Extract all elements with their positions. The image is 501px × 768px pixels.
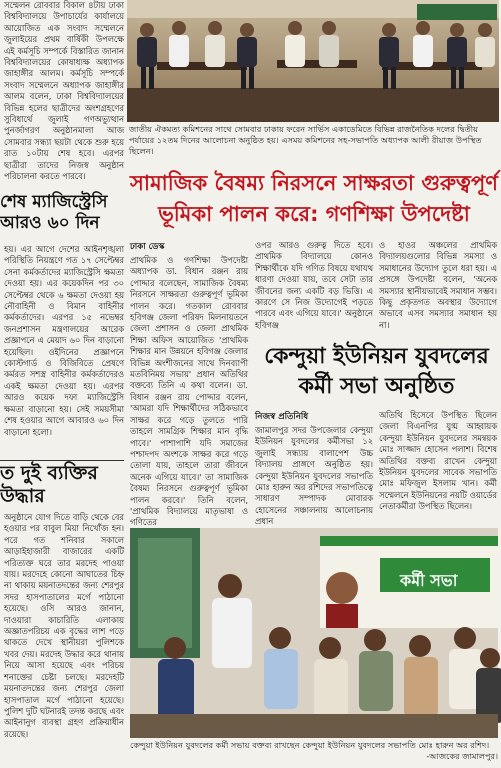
kendua-credit: -আজকের জামালপুর। [426,751,498,761]
left-story-1-text: হয়। এর আগে দেশের আইনশৃঙ্খলা পরিস্থিতি নিয়ন্ত্রণে গত ১৭ সেপ্টেম্বর সেনা কর্মকর্তাদের ম্যাজিস্ট্রেসি ক্ষমতা দেওয়া হয়। এর কয়েকদিন পর ৩০ সেপ্টেম্বর থেকে ৬ ক্ষমতা দেওয়া হয় নৌবাহিনী ও বিমান বাহিনীর কর্মকর্তাদের। এরপর ১৫ নভেম্বর জনপ্রশাসন মন্ত্রণালয়ের আরেক প্রজ্ঞাপনে এ মেয়াদ ৬০ দিন বাড়ানো হয়েছিল। ওইদিনের প্রজ্ঞাপনে কোস্টগার্ড ও বিজিবিতে প্রেষণে কর্মরত সশস্ত্র বাহিনীর কর্মকর্তাদেরও একই ক্ষমতা দেওয়া হয়। এরপর আরও কয়েক দফা ম্যাজিস্ট্রেসি ক্ষমতা বাড়ানো হয়। সেই সময়সীমা শেষ হওয়ার আগে আবারও ৬০ দিন বাড়ানো হলো। [4,244,124,437]
banner-label: কর্মী সভা [400,571,458,590]
top-photo [127,0,499,122]
main-story-byline: ঢাকা ডেস্ক [130,242,165,252]
top-photo-caption-box [129,124,497,158]
kendua-photo [130,528,498,738]
roundtable-meeting-image [127,0,499,122]
main-story-col1-text: প্রাথমিক ও গণশিক্ষা উপদেষ্টা অধ্যাপক ডা. বিধান রঞ্জন রায় পোদ্দার বলেছেন, সামাজিক বৈষম্য নিরসনে সাক্ষরতা গুরুত্বপূর্ণ ভূমিকা পালন করে। গতকাল রোববার হবিগঞ্জ জেলা পরিষদ মিলনায়তনে জেলা প্রশাসন ও জেলা প্রাথমিক শিক্ষা অফিস আয়োজিত 'প্রাথমিক শিক্ষার মান উন্নয়নে হবিগঞ্জ জেলার বিভিন্ন অংশীজনের সাথে দিনব্যাপী মতবিনিময় সভায়' প্রধান অতিথির বক্তব্যে তিনি এ কথা বলেন। ডা. বিধান রঞ্জন রায় পোদ্দার বলেন, 'আমরা যদি শিক্ষার্থীদের সঠিকভাবে সাক্ষর করে গড়ে তুলতে পারি তাহলে সামগ্রিক শিক্ষার মান বৃদ্ধি পাবে।' পাশাপাশি যদি সমাজের পশ্চাদপদ অংশকে সাক্ষর করে গড়ে তোলা যায়, তাহলে তারা জীবনে অনেক এগিয়ে যাবে।' তা সামাজিক বৈষম্য নিরসনে গুরুত্বপূর্ণ ভূমিকা পালন করবে।' তিনি বলেন, 'প্রাথমিক বিদ্যালয়ে মাতৃভাষা ও গণিতের [130,255,248,528]
kendua-story-col2 [379,410,497,522]
kendua-headline-box [255,342,498,406]
kendua-col2-text: অতিথি হিসেবে উপস্থিত ছিলেন জেলা বিএনপির যুগ্ম আহ্বায়ক কেন্দুয়া ইউনিয়ন যুবদলের সমন্বয়ক মোঃ সাজ্জাদ হোসেন পলাশ। বিশেষ অতিথির বক্তব্য রাখেন কেন্দুয়া ইউনিয়ন যুবদলের সাবেক সভাপতি মোঃ মফিজুল ইসলাম খান। কর্মী সম্মেলনে ইউনিয়নের নয়টি ওয়ার্ডের নেতাকর্মীরা উপস্থিত ছিলেন। [379,410,497,512]
main-story-col2-text: ওপর আরও গুরুত্ব দিতে হবে। প্রাথমিক বিদ্যালয়ে কোনও শিক্ষার্থীকে যদি গণিত বিষয়ে যথাযথ ধারণা দেওয়া যায়, তবে সেটা তার জীবনের জন্য একটি বড় ভিত্তি। এ কারণে সে নিজ উদ্যোগেই পড়তে পারবে এবং এগিয়ে যাবে।' অনুষ্ঠানে হবিগঞ্জ [255,240,373,330]
party-meeting-image [130,528,498,738]
kendua-caption-text: কেন্দুয়া ইউনিয়ন যুবদলের কর্মী সভায় বক্তব্য রাখছেন কেন্দুয়া ইউনিয়ন যুবদলের সভাপতি মোঃ হারুন অর রশিদ। [130,740,490,750]
left-story-2-headline-box [0,462,124,510]
left-story-2-headline: ত দুই ব্যক্তির উদ্ধার [0,462,98,507]
kendua-byline: নিজস্ব প্রতিনিধি [255,412,309,422]
top-left-story-text: সম্মেলন রোববার বিকাল ৪টায় ঢাকা বিশ্ববিদ্যালয়ে উপাচার্যের কার্যালয়ে আয়োজিত এক সংবাদ সম্মেলনে জুলাইয়ের প্রথম বার্ষিকী উপলক্ষে এই কর্মসূচি সম্পর্কে বিস্তারিত জানান বিশ্ববিদ্যালয়ের কোষাধ্যক্ষ অধ্যাপক জাহাঙ্গীর আলম। কর্মসূচি সম্পর্কে সংবাদ সম্মেলনে অধ্যাপক জাহাঙ্গীর আলম বলেন, ঢাকা বিশ্ববিদ্যালয়ের বিভিন্ন হলের ছাত্রীদের অংশগ্রহণের সুবিধার্থে জুলাই গণঅভ্যুত্থান পুনর্জাগরণ অনুষ্ঠানমালা আজ সোমবার সন্ধ্যা ছয়টা থেকে শুরু হয়ে রাত ১০টায় শেষ হবে। এরপর ছাত্রীরা তাদের নিজস্ব অনুষ্ঠান পরিচালনা করতে পারবে। [4,0,124,182]
main-story-col3 [379,240,497,340]
main-story-col3-text: ও হাওর অঞ্চলের প্রাথমিক বিদ্যালয়গুলোর বিভিন্ন সমস্যা ও সমাধানের উদ্যোগ তুলে ধরা হয়। এ প্রসঙ্গে উপদেষ্টা বলেন, 'অনেক সমস্যার স্থানীয়ভাবেই সমাধান সম্ভব। কিছু প্রকৃতগত অবস্থার উদ্যোগে অভাবে এসব সমস্যার সমাধান হয় না। [379,240,497,330]
top-photo-caption: জাতীয় ঐকমত্য কমিশনের সাথে সোমবার ঢাকায় ফরেন সার্ভিস একাডেমিতে বিভিন্ন রাজনৈতিক দলের দ্বিতীয় পর্যায়ের ১২তম দিনের আলোচনা অনুষ্ঠিত হয়। এসময় কমিশনের সহ-সভাপতি অধ্যাপক আলী রীয়াজ উপস্থিত ছিলেন। [129,124,482,156]
kendua-headline: কেন্দুয়া ইউনিয়ন যুবদলের কর্মী সভা অনুষ্ঠিত [264,344,489,399]
main-headline-box [130,168,498,236]
left-story-2 [4,512,124,768]
kendua-story-col1 [255,410,373,527]
banner-label-box [400,568,492,590]
kendua-caption-box [130,740,498,768]
main-headline: সামাজিক বৈষম্য নিরসনে সাক্ষরতা গুরুত্বপূর্ণ ভূমিকা পালন করে: গণশিক্ষা উপদেষ্টা [130,171,498,226]
kendua-col1-text: জামালপুর সদর উপজেলার কেন্দুয়া ইউনিয়ন যুবদলের কর্মীসভা ১২ জুলাই সন্ধ্যায় বালাপেশ উচ্চ বিদ্যালয় প্রাঙ্গণে অনুষ্ঠিত হয়। কেন্দুয়া ইউনিয়ন যুবদলের সভাপতি মোঃ হারুন অর রশিদের সভাপতিত্বে সাধারণ সম্পাদক মোবারক হোসেনের সঞ্চালনায় আলোচনায় প্রধান [255,425,373,527]
kendua-caption [130,740,498,761]
left-story-2-text: অনুষ্ঠানে যোগ দিতে বাড়ি থেকে বের হওয়ার পর বাবুল মিয়া নিখোঁজ হন। পরে গত শনিবার সকালে আড়াইহাজারী বাজারের একটি পরিত্যক্ত ঘরে তার মরদেহ পাওয়া যায়। মরদেহে কোনো আঘাতের চিহ্ন না থাকায় ময়নাতদন্তের জন্য শেরপুর সদর হাসপাতালের মর্গে পাঠানো হয়েছে। ওসি আরও জানান, দাওয়ারা কাচারিতি এলাকায় অজ্ঞাতপরিচয় এক বৃদ্ধের লাশ পড়ে থাকতে দেখে স্থানীয়রা পুলিশকে খবর দেয়। মরদেহ উদ্ধার করে থানায় নিয়ে আসা হয়েছে এবং পরিচয় শনাক্তের চেষ্টা চলছে। মরদেহটি ময়নাতদন্তের জন্য শেরপুর জেলা হাসপাতাল মর্গে পাঠানো হয়েছে। পুলিশ দুটি ঘটনারই তদন্ত করছে এবং আইনানুগ ব্যবস্থা গ্রহণ প্রক্রিয়াধীন রয়েছে। [4,512,124,739]
main-story-col1 [130,240,248,528]
left-story-1 [4,244,124,460]
divider [0,460,124,461]
main-story-col2 [255,240,373,340]
top-left-story [4,0,124,186]
left-story-1-headline: শেষ ম্যাজিস্ট্রেসি আরও ৬০ দিন [0,192,108,233]
left-story-1-headline-box [0,192,124,234]
